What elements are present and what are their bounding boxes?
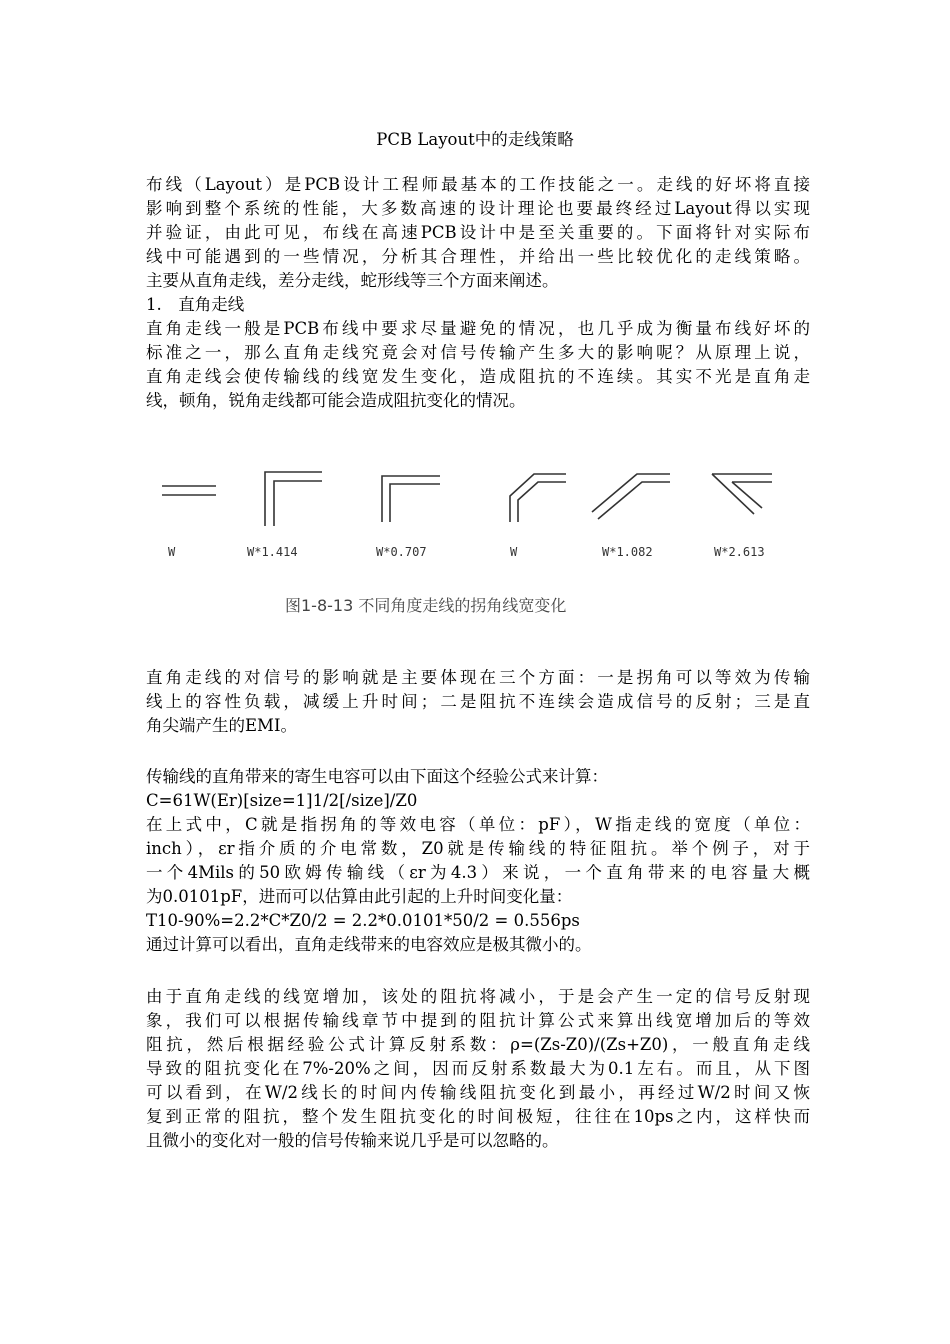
text-line: 角尖端产生的EMI。 — [146, 716, 297, 735]
text-line: 标准之一，那么直角走线究竟会对信号传输产生多大的影响呢？从原理上说， — [146, 343, 810, 362]
right-angle-corner-icon — [265, 472, 322, 526]
trace-corner-diagram — [146, 462, 810, 582]
text-line: 且微小的变化对一般的信号传输来说几乎是可以忽略的。 — [146, 1131, 559, 1150]
section-heading: 1. 直角走线 — [146, 295, 245, 314]
figure-label: W*1.082 — [602, 545, 653, 559]
text-line: 传输线的直角带来的寄生电容可以由下面这个经验公式来计算： — [146, 767, 608, 786]
text-line: 复到正常的阻抗，整个发生阻抗变化的时间极短，往往在10ps之内，这样快而 — [146, 1107, 810, 1126]
chamfer-corner-icon — [510, 474, 566, 522]
text-line: 线，顿角，锐角走线都可能会造成阻抗变化的情况。 — [146, 391, 526, 410]
figure-label: W — [510, 545, 518, 559]
text-line: inch），εr指介质的介电常数，Z0就是传输线的特征阻抗。举个例子，对于 — [146, 839, 810, 858]
straight-trace-icon — [162, 486, 216, 495]
text-line: 主要从直角走线，差分走线，蛇形线等三个方面来阐述。 — [146, 271, 559, 290]
intro-paragraph — [146, 173, 810, 413]
text-line: 直角走线的对信号的影响就是主要体现在三个方面：一是拐角可以等效为传输 — [146, 668, 810, 687]
acute-corner-icon — [712, 474, 772, 514]
text-line: 象，我们可以根据传输线章节中提到的阻抗计算公式来算出线宽增加后的等效 — [146, 1011, 810, 1030]
figure-label: W*2.613 — [714, 545, 765, 559]
text-line: 线中可能遇到的一些情况，分析其合理性，并给出一些比较优化的走线策略。 — [146, 247, 810, 266]
figure-label: W — [168, 545, 176, 559]
text-line: 直角走线会使传输线的线宽发生变化，造成阻抗的不连续。其实不光是直角走 — [146, 367, 810, 386]
reflection-paragraph — [146, 985, 810, 1153]
corner-width-figure — [146, 462, 810, 627]
formula-line: C=61W(Er)[size=1]1/2[/size]/Z0 — [146, 791, 418, 810]
text-line: 阻抗，然后根据经验公式计算反射系数：ρ=(Zs-Z0)/(Zs+Z0)，一般直角走线 — [146, 1035, 810, 1054]
formula-line: T10-90%=2.2*C*Z0/2 = 2.2*0.0101*50/2 = 0.556ps — [146, 911, 580, 930]
text-line: 通过计算可以看出，直角走线带来的电容效应是极其微小的。 — [146, 935, 592, 954]
figure-label: W*1.414 — [247, 545, 298, 559]
figure-label: W*0.707 — [376, 545, 427, 559]
text-line: 可以看到，在W/2线长的时间内传输线阻抗变化到最小，再经过W/2时间又恢 — [146, 1083, 810, 1102]
text-line: 直角走线一般是PCB布线中要求尽量避免的情况，也几乎成为衡量布线好坏的 — [146, 319, 810, 338]
text-line: 线上的容性负载，减缓上升时间；二是阻抗不连续会造成信号的反射；三是直 — [146, 692, 810, 711]
text-line: 由于直角走线的线宽增加，该处的阻抗将减小，于是会产生一定的信号反射现 — [146, 987, 810, 1006]
document-title: PCB Layout中的走线策略 — [376, 130, 574, 149]
text-line: 一个4Mils的50欧姆传输线（εr为4.3）来说，一个直角带来的电容量大概 — [146, 863, 810, 882]
figure-caption: 图1-8-13 不同角度走线的拐角线宽变化 — [285, 596, 567, 615]
text-line: 在上式中，C就是指拐角的等效电容（单位：pF），W指走线的宽度（单位： — [146, 815, 810, 834]
capacitance-paragraph — [146, 765, 810, 957]
obtuse-corner-icon — [592, 474, 670, 519]
signal-impact-paragraph — [146, 666, 810, 738]
text-line: 为0.0101pF，进而可以估算由此引起的上升时间变化量： — [146, 887, 573, 906]
text-line: 并验证，由此可见，布线在高速PCB设计中是至关重要的。下面将针对实际布 — [146, 223, 810, 242]
right-angle-corner-inner-icon — [382, 476, 440, 522]
text-line: 导致的阻抗变化在7%-20%之间，因而反射系数最大为0.1左右。而且，从下图 — [146, 1059, 810, 1078]
text-line: 布线（Layout）是PCB设计工程师最基本的工作技能之一。走线的好坏将直接 — [146, 175, 810, 194]
text-line: 影响到整个系统的性能，大多数高速的设计理论也要最终经过Layout得以实现 — [146, 199, 810, 218]
